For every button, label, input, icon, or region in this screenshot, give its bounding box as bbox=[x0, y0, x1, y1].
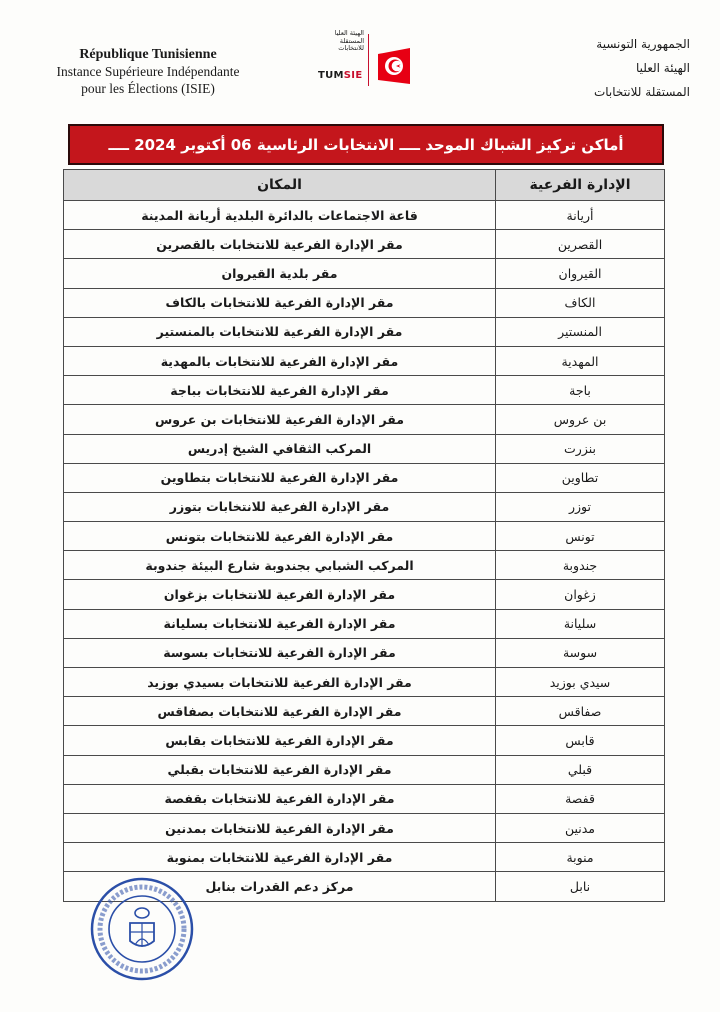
cell-place: مقر الإدارة الفرعية للانتخابات بتوزر bbox=[64, 492, 496, 521]
cell-place: مقر الإدارة الفرعية للانتخابات بالمهدية bbox=[64, 346, 496, 375]
cell-place: مقر الإدارة الفرعية للانتخابات بتطاوين bbox=[64, 463, 496, 492]
locations-table bbox=[63, 169, 665, 902]
table-row bbox=[64, 346, 665, 375]
cell-branch: القيروان bbox=[496, 259, 665, 288]
cell-branch: أريانة bbox=[496, 201, 665, 230]
header-arabic bbox=[520, 32, 690, 104]
document-title: أماكن تركيز الشباك الموحد ــــ الانتخابات الرئاسية 06 أكتوبر 2024 ــــ bbox=[68, 124, 664, 165]
cell-place: مقر الإدارة الفرعية للانتخابات بقفصة bbox=[64, 784, 496, 813]
header-french bbox=[40, 46, 256, 97]
cell-branch: تطاوين bbox=[496, 463, 665, 492]
cell-place: مقر الإدارة الفرعية للانتخابات بن عروس bbox=[64, 405, 496, 434]
tunisia-flag-icon bbox=[376, 48, 412, 84]
header-ar-line1: الجمهورية التونسية bbox=[596, 37, 690, 51]
table-row bbox=[64, 638, 665, 667]
cell-branch: توزر bbox=[496, 492, 665, 521]
table-row bbox=[64, 434, 665, 463]
cell-branch: باجة bbox=[496, 376, 665, 405]
table-row bbox=[64, 522, 665, 551]
table-row bbox=[64, 551, 665, 580]
cell-branch: الكاف bbox=[496, 288, 665, 317]
logo-sie: SIE bbox=[343, 70, 363, 81]
header-ar-line2: الهيئة العليا bbox=[635, 61, 690, 75]
cell-place: المركب الثقافي الشيخ إدريس bbox=[64, 434, 496, 463]
table-body bbox=[64, 201, 665, 902]
table-row bbox=[64, 288, 665, 317]
cell-branch: نابل bbox=[496, 872, 665, 901]
cell-place: مقر الإدارة الفرعية للانتخابات بصفاقس bbox=[64, 697, 496, 726]
header-fr-line3: pour les Élections (ISIE) bbox=[81, 81, 215, 96]
cell-branch: صفاقس bbox=[496, 697, 665, 726]
table-row bbox=[64, 784, 665, 813]
table-row bbox=[64, 376, 665, 405]
table-row bbox=[64, 405, 665, 434]
table-row bbox=[64, 259, 665, 288]
cell-place: مقر الإدارة الفرعية للانتخابات بالقصرين bbox=[64, 230, 496, 259]
table-row bbox=[64, 580, 665, 609]
table-row bbox=[64, 697, 665, 726]
table-row bbox=[64, 317, 665, 346]
header-fr-line2: Instance Supérieure Indépendante bbox=[56, 64, 240, 79]
logo-tum: TUM bbox=[318, 70, 344, 81]
cell-branch: القصرين bbox=[496, 230, 665, 259]
cell-place: مقر الإدارة الفرعية للانتخابات بباجة bbox=[64, 376, 496, 405]
cell-branch: مدنين bbox=[496, 813, 665, 842]
table-row bbox=[64, 609, 665, 638]
cell-place: مقر الإدارة الفرعية للانتخابات بمنوبة bbox=[64, 843, 496, 872]
table-header-row bbox=[64, 170, 665, 201]
cell-place: المركب الشبابي بجندوبة شارع البيئة جندوبة bbox=[64, 551, 496, 580]
table-row bbox=[64, 755, 665, 784]
table-row bbox=[64, 813, 665, 842]
table-row bbox=[64, 843, 665, 872]
cell-place: قاعة الاجتماعات بالدائرة البلدية أريانة المدينة bbox=[64, 201, 496, 230]
column-header-branch: الإدارة الفرعية bbox=[496, 170, 665, 201]
cell-place: مقر الإدارة الفرعية للانتخابات بقبلي bbox=[64, 755, 496, 784]
cell-place: مقر الإدارة الفرعية للانتخابات بالكاف bbox=[64, 288, 496, 317]
cell-place: مقر الإدارة الفرعية للانتخابات بزغوان bbox=[64, 580, 496, 609]
cell-branch: بن عروس bbox=[496, 405, 665, 434]
header-ar-line3: المستقلة للانتخابات bbox=[593, 85, 690, 99]
cell-place: مقر الإدارة الفرعية للانتخابات بسوسة bbox=[64, 638, 496, 667]
cell-branch: قبلي bbox=[496, 755, 665, 784]
cell-branch: سليانة bbox=[496, 609, 665, 638]
cell-branch: سيدي بوزيد bbox=[496, 668, 665, 697]
cell-place: مقر الإدارة الفرعية للانتخابات بسيدي بوزيد bbox=[64, 668, 496, 697]
logo-divider bbox=[368, 34, 369, 86]
cell-branch: المنستير bbox=[496, 317, 665, 346]
column-header-place: المكان bbox=[64, 170, 496, 201]
cell-branch: سوسة bbox=[496, 638, 665, 667]
logo-arabic-text: الهيئة العليا المستقلة للانتخابات bbox=[334, 29, 364, 52]
table-row bbox=[64, 668, 665, 697]
cell-place: مقر الإدارة الفرعية للانتخابات بسليانة bbox=[64, 609, 496, 638]
header-fr-line1: République Tunisienne bbox=[79, 47, 217, 62]
cell-branch: زغوان bbox=[496, 580, 665, 609]
cell-place: مقر بلدية القيروان bbox=[64, 259, 496, 288]
cell-branch: قابس bbox=[496, 726, 665, 755]
table-row bbox=[64, 201, 665, 230]
cell-branch: جندوبة bbox=[496, 551, 665, 580]
cell-branch: بنزرت bbox=[496, 434, 665, 463]
cell-branch: قفصة bbox=[496, 784, 665, 813]
logo-wordmark bbox=[318, 70, 362, 81]
cell-branch: المهدية bbox=[496, 346, 665, 375]
cell-place: مقر الإدارة الفرعية للانتخابات بتونس bbox=[64, 522, 496, 551]
cell-place: مقر الإدارة الفرعية للانتخابات بقابس bbox=[64, 726, 496, 755]
cell-place: مقر الإدارة الفرعية للانتخابات بالمنستير bbox=[64, 317, 496, 346]
cell-branch: منوبة bbox=[496, 843, 665, 872]
table-row bbox=[64, 463, 665, 492]
isie-logo bbox=[316, 30, 426, 92]
official-stamp bbox=[88, 875, 196, 983]
cell-branch: تونس bbox=[496, 522, 665, 551]
table-row bbox=[64, 230, 665, 259]
cell-place: مقر الإدارة الفرعية للانتخابات بمدنين bbox=[64, 813, 496, 842]
cell-place: مركز دعم القدرات بنابل bbox=[64, 872, 496, 901]
table-row bbox=[64, 726, 665, 755]
table-row bbox=[64, 492, 665, 521]
